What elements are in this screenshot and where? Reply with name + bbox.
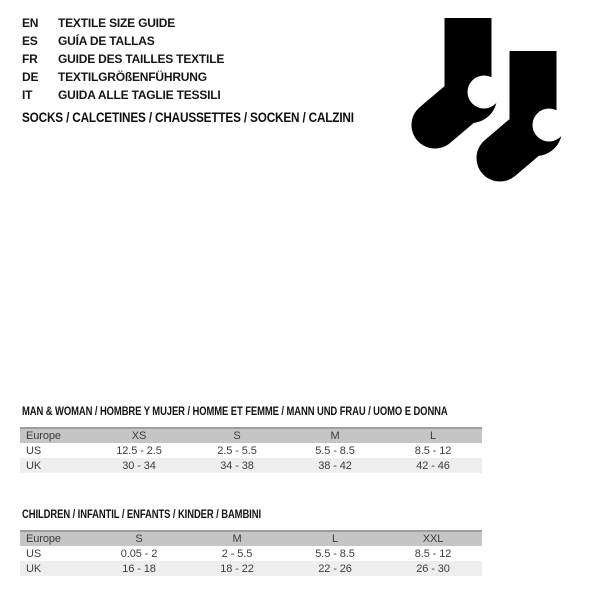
- language-code: DE: [22, 70, 39, 84]
- size-cell: 22 - 26: [318, 562, 352, 575]
- language-code: ES: [22, 34, 38, 48]
- size-cell: 12.5 - 2.5: [116, 444, 162, 457]
- size-table-man-woman: [20, 427, 482, 473]
- row-label: US: [26, 444, 42, 457]
- row-label: US: [26, 547, 42, 560]
- column-header: Europe: [20, 428, 90, 443]
- table-row: [20, 561, 482, 576]
- table-row: [20, 443, 482, 458]
- size-cell: 8.5 - 12: [414, 444, 452, 457]
- size-cell: 38 - 42: [318, 459, 352, 472]
- column-header: S: [90, 531, 188, 546]
- header-row: [20, 531, 482, 546]
- size-cell: 5.5 - 8.5: [315, 444, 355, 457]
- column-header: L: [286, 531, 384, 546]
- language-row: [22, 14, 224, 32]
- sock-right-icon: [500, 51, 566, 158]
- language-label: TEXTILE SIZE GUIDE: [58, 16, 176, 30]
- size-table-children: [20, 530, 482, 576]
- socks-icon: [404, 12, 569, 184]
- language-code: FR: [22, 52, 38, 66]
- size-cell: 30 - 34: [122, 459, 156, 472]
- size-cell: 2.5 - 5.5: [217, 444, 257, 457]
- size-cell: 0.05 - 2: [120, 547, 158, 560]
- sock-left-icon: [435, 18, 501, 125]
- column-header: XS: [90, 428, 188, 443]
- column-header: M: [286, 428, 384, 443]
- table-row: [20, 546, 482, 561]
- column-header: Europe: [20, 531, 90, 546]
- language-label: TEXTILGRÖßENFÜHRUNG: [58, 70, 207, 84]
- language-row: [22, 50, 224, 68]
- size-guide-section-man-woman: [20, 406, 482, 473]
- language-row: [22, 86, 224, 104]
- size-cell: 26 - 30: [416, 562, 450, 575]
- table-row: [20, 458, 482, 473]
- size-cell: 16 - 18: [122, 562, 156, 575]
- language-code: EN: [22, 16, 39, 30]
- column-header: M: [188, 531, 286, 546]
- row-label: UK: [26, 459, 42, 472]
- size-cell: 2 - 5.5: [221, 547, 253, 560]
- language-row: [22, 32, 224, 50]
- table-title: MAN & WOMAN / HOMBRE Y MUJER / HOMME ET FEMME / MANN UND FRAU / UOMO E DONNA: [22, 406, 448, 418]
- language-label: GUÍA DE TALLAS: [58, 34, 155, 48]
- category-title: SOCKS / CALCETINES / CHAUSSETTES / SOCKEN / CALZINI: [22, 109, 354, 125]
- header-row: [20, 428, 482, 443]
- column-header: XXL: [384, 531, 482, 546]
- size-guide-section-children: [20, 509, 482, 576]
- language-label: GUIDE DES TAILLES TEXTILE: [58, 52, 225, 66]
- language-row: [22, 68, 224, 86]
- table-title: CHILDREN / INFANTIL / ENFANTS / KINDER / BAMBINI: [22, 509, 261, 521]
- size-cell: 18 - 22: [220, 562, 254, 575]
- language-code: IT: [22, 88, 33, 102]
- size-cell: 5.5 - 8.5: [315, 547, 355, 560]
- size-cell: 42 - 46: [416, 459, 450, 472]
- size-cell: 8.5 - 12: [414, 547, 452, 560]
- language-label: GUIDA ALLE TAGLIE TESSILI: [58, 88, 221, 102]
- column-header: S: [188, 428, 286, 443]
- language-legend: [22, 14, 224, 104]
- column-header: L: [384, 428, 482, 443]
- size-cell: 34 - 38: [220, 459, 254, 472]
- row-label: UK: [26, 562, 42, 575]
